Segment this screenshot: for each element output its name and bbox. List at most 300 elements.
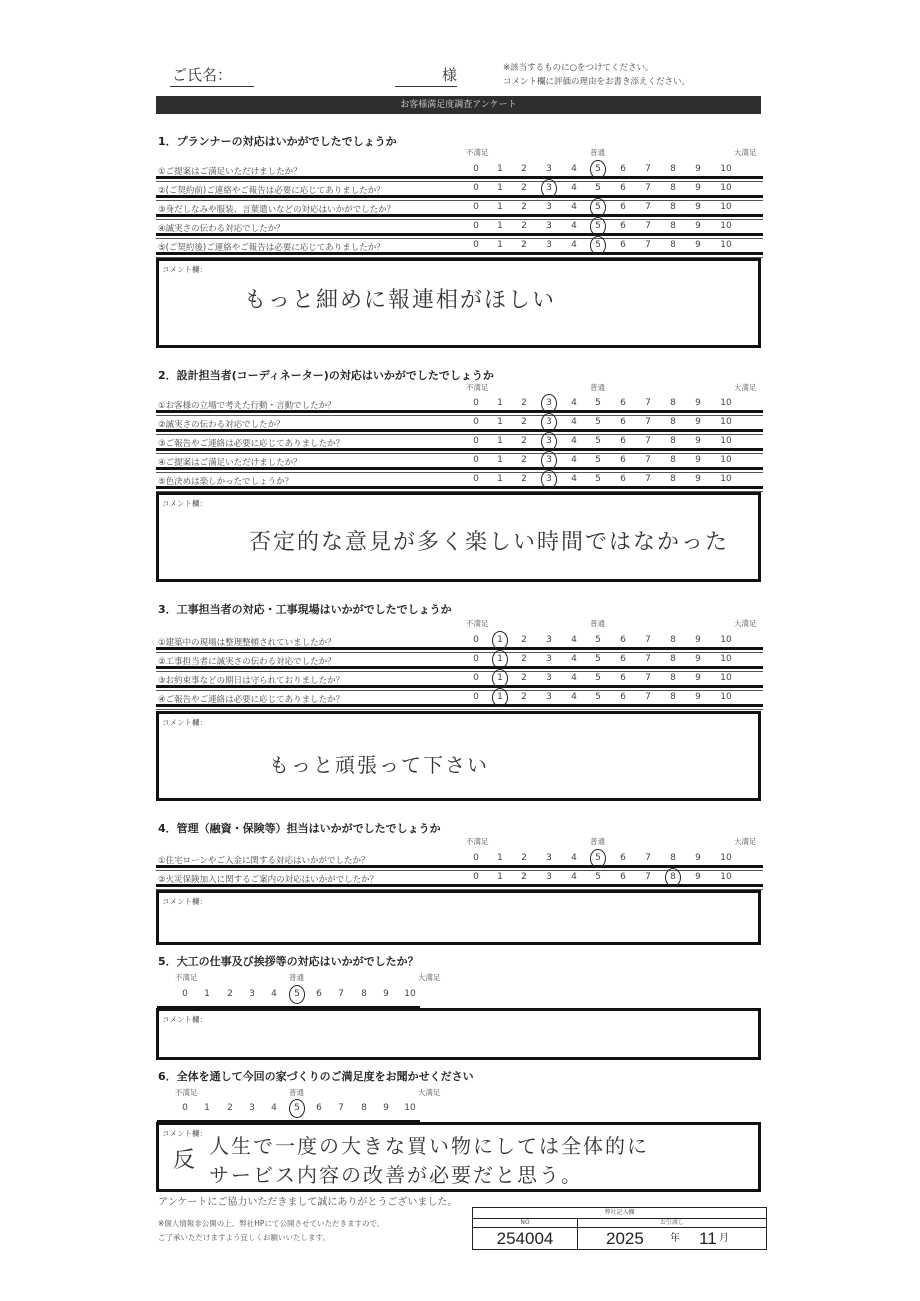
no-label: NO: [473, 1218, 578, 1228]
rating-option-3[interactable]: 3: [546, 202, 552, 212]
selected-rating-circle: [541, 432, 557, 451]
comment-label: コメント欄：: [162, 1129, 207, 1138]
rating-option-2[interactable]: 2: [521, 164, 527, 174]
customer-number: 254004: [496, 1229, 554, 1248]
question-text: ⑤(ご契約後)ご連絡やご報告は必要に応じてありましたか？: [158, 243, 385, 253]
rating-option-0[interactable]: 0: [473, 183, 479, 193]
comment-box-5[interactable]: [156, 1008, 761, 1060]
rating-option-4[interactable]: 4: [571, 872, 577, 882]
rating-option-1[interactable]: 1: [497, 455, 503, 465]
rating-option-9[interactable]: 9: [695, 240, 701, 250]
rating-option-8[interactable]: 8: [670, 202, 676, 212]
rating-option-10[interactable]: 10: [720, 872, 732, 882]
rating-option-9[interactable]: 9: [383, 1103, 389, 1113]
question-row: [156, 395, 763, 413]
rating-option-8[interactable]: 8: [670, 436, 676, 446]
year-unit: 年: [670, 1233, 680, 1244]
question-text: ⑤色決めは楽しかったでしょうか？: [158, 477, 294, 487]
rating-option-7[interactable]: 7: [645, 398, 651, 408]
section-6-scale-label-mid: 普通: [289, 1088, 304, 1097]
rating-option-0[interactable]: 0: [473, 872, 479, 882]
section-5-scale-label-low: 不満足: [175, 973, 198, 982]
rating-option-5[interactable]: 5: [595, 240, 601, 250]
rating-option-6[interactable]: 6: [316, 989, 322, 999]
rating-option-3[interactable]: 3: [546, 654, 552, 664]
rating-option-9[interactable]: 9: [695, 853, 701, 863]
rating-option-0[interactable]: 0: [473, 654, 479, 664]
rating-option-3[interactable]: 3: [546, 692, 552, 702]
rating-option-2[interactable]: 2: [521, 183, 527, 193]
rating-option-5[interactable]: 5: [595, 673, 601, 683]
selected-rating-circle: [492, 669, 508, 688]
rating-option-4[interactable]: 4: [571, 853, 577, 863]
handwritten-comment: 否定的な意見が多く楽しい時間ではなかった: [249, 530, 730, 555]
question-text: ④ご報告やご連絡は必要に応じてありましたか？: [158, 695, 345, 705]
rating-option-7[interactable]: 7: [338, 989, 344, 999]
rating-option-9[interactable]: 9: [383, 989, 389, 999]
rating-option-0[interactable]: 0: [473, 417, 479, 427]
rating-option-1[interactable]: 1: [497, 398, 503, 408]
handover-label: お引渡し: [578, 1218, 766, 1228]
rating-option-2[interactable]: 2: [521, 436, 527, 446]
rating-option-4[interactable]: 4: [571, 164, 577, 174]
rating-option-9[interactable]: 9: [695, 202, 701, 212]
rating-option-9[interactable]: 9: [695, 635, 701, 645]
rating-option-4[interactable]: 4: [571, 183, 577, 193]
rating-option-1[interactable]: 1: [497, 872, 503, 882]
customer-name-field[interactable]: 様: [395, 64, 457, 87]
rating-option-1[interactable]: 1: [497, 240, 503, 250]
rating-option-5[interactable]: 5: [595, 398, 601, 408]
selected-rating-circle: [665, 868, 681, 887]
comment-box-3[interactable]: [156, 711, 761, 801]
rating-option-6[interactable]: 6: [620, 417, 626, 427]
rating-option-1[interactable]: 1: [497, 183, 503, 193]
section-5-title: 5．大工の仕事及び挨拶等の対応はいかがでしたか？: [158, 955, 419, 968]
rating-option-6[interactable]: 6: [620, 398, 626, 408]
rating-option-1[interactable]: 1: [497, 654, 503, 664]
rating-option-5[interactable]: 5: [595, 417, 601, 427]
rating-option-6[interactable]: 6: [620, 654, 626, 664]
rating-option-5[interactable]: 5: [595, 436, 601, 446]
section-2-scale-label-mid: 普通: [590, 383, 605, 392]
rating-option-3[interactable]: 3: [249, 1103, 255, 1113]
rating-option-5[interactable]: 5: [595, 183, 601, 193]
rating-option-10[interactable]: 10: [404, 1103, 416, 1113]
rating-option-10[interactable]: 10: [720, 635, 732, 645]
question-text: ③身だしなみや服装、言葉遣いなどの対応はいかがでしたか？: [158, 205, 396, 215]
selected-rating-circle: [289, 985, 305, 1004]
rating-option-10[interactable]: 10: [720, 474, 732, 484]
rating-option-3[interactable]: 3: [546, 221, 552, 231]
rating-option-7[interactable]: 7: [645, 202, 651, 212]
section-3-scale-label-high: 大満足: [734, 619, 757, 628]
rating-option-6[interactable]: 6: [620, 221, 626, 231]
question-row: [156, 433, 763, 451]
question-text: ④ご提案はご満足いただけましたか？: [158, 458, 302, 468]
rating-option-5[interactable]: 5: [595, 202, 601, 212]
rating-option-3[interactable]: 3: [249, 989, 255, 999]
rating-option-2[interactable]: 2: [521, 455, 527, 465]
selected-rating-circle: [541, 470, 557, 489]
rating-option-8[interactable]: 8: [670, 692, 676, 702]
question-text: ④誠実さの伝わる対応でしたか？: [158, 224, 285, 234]
section-1-scale-label-high: 大満足: [734, 148, 757, 157]
rating-option-10[interactable]: 10: [720, 164, 732, 174]
rating-option-5[interactable]: 5: [294, 1103, 300, 1113]
section-4-scale-label-mid: 普通: [590, 837, 605, 846]
rating-option-8[interactable]: 8: [670, 240, 676, 250]
rating-option-8[interactable]: 8: [361, 989, 367, 999]
customer-name-label: ご氏名：: [170, 64, 254, 87]
rating-option-4[interactable]: 4: [571, 455, 577, 465]
rating-option-3[interactable]: 3: [546, 436, 552, 446]
question-text: ①お客様の立場で考えた行動・言動でしたか？: [158, 401, 336, 411]
question-row: [156, 850, 763, 868]
rating-option-2[interactable]: 2: [521, 221, 527, 231]
rating-option-7[interactable]: 7: [645, 692, 651, 702]
rating-option-0[interactable]: 0: [473, 240, 479, 250]
rating-option-2[interactable]: 2: [521, 654, 527, 664]
question-text: ①建築中の現場は整理整頓されていましたか？: [158, 638, 336, 648]
rating-option-9[interactable]: 9: [695, 455, 701, 465]
rating-option-10[interactable]: 10: [720, 183, 732, 193]
rating-option-5[interactable]: 5: [595, 455, 601, 465]
question-row: [156, 218, 763, 236]
question-row: [156, 632, 763, 650]
section-4-title: 4．管理（融資・保険等）担当はいかがでしたでしょうか: [158, 822, 441, 835]
rating-option-9[interactable]: 9: [695, 164, 701, 174]
rating-option-8[interactable]: 8: [670, 654, 676, 664]
rating-option-9[interactable]: 9: [695, 183, 701, 193]
rating-option-0[interactable]: 0: [473, 673, 479, 683]
rating-option-4[interactable]: 4: [571, 221, 577, 231]
section-6-scale-label-high: 大満足: [418, 1088, 441, 1097]
rating-option-8[interactable]: 8: [670, 872, 676, 882]
question-row: [156, 670, 763, 688]
rating-option-4[interactable]: 4: [571, 417, 577, 427]
rating-option-3[interactable]: 3: [546, 164, 552, 174]
rating-option-6[interactable]: 6: [620, 673, 626, 683]
question-text: ②誠実さの伝わる対応でしたか？: [158, 420, 285, 430]
rating-option-9[interactable]: 9: [695, 872, 701, 882]
rating-option-3[interactable]: 3: [546, 635, 552, 645]
rating-option-0[interactable]: 0: [182, 989, 188, 999]
rating-option-2[interactable]: 2: [521, 240, 527, 250]
rating-option-8[interactable]: 8: [670, 398, 676, 408]
rating-option-8[interactable]: 8: [670, 635, 676, 645]
rating-option-3[interactable]: 3: [546, 853, 552, 863]
rating-option-2[interactable]: 2: [521, 474, 527, 484]
rating-option-0[interactable]: 0: [473, 398, 479, 408]
rating-option-2[interactable]: 2: [521, 853, 527, 863]
question-row: [156, 161, 763, 179]
rating-option-1[interactable]: 1: [497, 635, 503, 645]
section-1-title: 1．プランナーの対応はいかがでしたでしょうか: [158, 135, 397, 148]
month-unit: 月: [719, 1233, 729, 1244]
rating-option-10[interactable]: 10: [404, 989, 416, 999]
rating-option-5[interactable]: 5: [595, 654, 601, 664]
office-use-table: [472, 1207, 767, 1250]
rating-option-0[interactable]: 0: [473, 221, 479, 231]
rating-option-7[interactable]: 7: [645, 417, 651, 427]
rating-option-8[interactable]: 8: [670, 455, 676, 465]
rating-option-7[interactable]: 7: [645, 221, 651, 231]
rating-option-9[interactable]: 9: [695, 654, 701, 664]
selected-rating-circle: [590, 236, 606, 255]
rating-option-4[interactable]: 4: [271, 989, 277, 999]
rating-option-6[interactable]: 6: [620, 436, 626, 446]
section-1-scale-label-mid: 普通: [590, 148, 605, 157]
rating-option-8[interactable]: 8: [670, 164, 676, 174]
rating-option-5[interactable]: 5: [294, 989, 300, 999]
question-text: ②(ご契約前)ご連絡やご報告は必要に応じてありましたか？: [158, 186, 385, 196]
rating-option-4[interactable]: 4: [571, 240, 577, 250]
rating-option-6[interactable]: 6: [620, 202, 626, 212]
rating-option-4[interactable]: 4: [571, 398, 577, 408]
rating-option-7[interactable]: 7: [645, 673, 651, 683]
section-2-title: 2．設計担当者(コーディネーター)の対応はいかがでしたでしょうか: [158, 369, 494, 382]
rating-option-6[interactable]: 6: [620, 240, 626, 250]
rating-option-4[interactable]: 4: [571, 474, 577, 484]
rating-option-8[interactable]: 8: [670, 474, 676, 484]
question-text: ③ご報告やご連絡は必要に応じてありましたか？: [158, 439, 345, 449]
rating-option-1[interactable]: 1: [497, 474, 503, 484]
instruction-note-2: コメント欄に評価の理由をお書き添えください。: [503, 77, 691, 87]
rating-option-0[interactable]: 0: [473, 635, 479, 645]
rating-option-10[interactable]: 10: [720, 673, 732, 683]
rating-option-6[interactable]: 6: [620, 635, 626, 645]
section-2-scale-label-low: 不満足: [466, 383, 489, 392]
rating-option-3[interactable]: 3: [546, 455, 552, 465]
comment-label: コメント欄：: [162, 265, 207, 274]
rating-option-4[interactable]: 4: [271, 1103, 277, 1113]
rating-option-10[interactable]: 10: [720, 398, 732, 408]
rating-option-10[interactable]: 10: [720, 436, 732, 446]
selected-rating-circle: [590, 217, 606, 236]
rating-option-2[interactable]: 2: [521, 872, 527, 882]
privacy-note-2: ご了承いただけますよう宜しくお願いいたします。: [158, 1233, 330, 1242]
rating-option-2[interactable]: 2: [227, 989, 233, 999]
selected-rating-circle: [492, 650, 508, 669]
comment-box-4[interactable]: [156, 890, 761, 945]
rating-option-9[interactable]: 9: [695, 221, 701, 231]
comment-box-6[interactable]: [156, 1122, 761, 1192]
handwritten-comment-line-2: サービス内容の改善が必要だと思う。: [209, 1163, 583, 1187]
rating-option-1[interactable]: 1: [497, 673, 503, 683]
question-text: ①住宅ローンやご入金に関する対応はいかがでしたか？: [158, 856, 370, 866]
section-5-scale-label-mid: 普通: [289, 973, 304, 982]
section-6-scale-label-low: 不満足: [175, 1088, 198, 1097]
question-text: ③お約束事などの期日は守られておりましたか？: [158, 676, 345, 686]
question-row: [156, 651, 763, 669]
handover-year: 2025: [606, 1229, 644, 1248]
section-1-scale-label-low: 不満足: [466, 148, 489, 157]
rating-option-1[interactable]: 1: [204, 989, 210, 999]
rating-option-7[interactable]: 7: [645, 436, 651, 446]
rating-option-4[interactable]: 4: [571, 635, 577, 645]
rating-option-7[interactable]: 7: [645, 853, 651, 863]
rating-option-6[interactable]: 6: [620, 872, 626, 882]
question-row: [156, 452, 763, 470]
rating-option-7[interactable]: 7: [645, 164, 651, 174]
comment-box-1[interactable]: [156, 258, 761, 348]
section-3-title: 3．工事担当者の対応・工事現場はいかがでしたでしょうか: [158, 603, 452, 616]
rating-option-0[interactable]: 0: [182, 1103, 188, 1113]
rating-option-5[interactable]: 5: [595, 872, 601, 882]
rating-option-0[interactable]: 0: [473, 436, 479, 446]
question-text: ②火災保険加入に関するご案内の対応はいかがでしたか？: [158, 875, 379, 885]
rating-row: [157, 1100, 420, 1123]
rating-option-4[interactable]: 4: [571, 673, 577, 683]
rating-option-9[interactable]: 9: [695, 673, 701, 683]
rating-option-6[interactable]: 6: [620, 853, 626, 863]
rating-option-8[interactable]: 8: [670, 853, 676, 863]
rating-option-0[interactable]: 0: [473, 455, 479, 465]
selected-rating-circle: [289, 1099, 305, 1118]
privacy-note-1: ※個人情報非公開の上、弊社HPにて公開させていただきますので、: [158, 1219, 385, 1228]
rating-option-8[interactable]: 8: [670, 221, 676, 231]
rating-option-4[interactable]: 4: [571, 436, 577, 446]
rating-option-10[interactable]: 10: [720, 654, 732, 664]
rating-option-8[interactable]: 8: [670, 673, 676, 683]
rating-option-1[interactable]: 1: [497, 853, 503, 863]
rating-option-7[interactable]: 7: [645, 474, 651, 484]
rating-option-0[interactable]: 0: [473, 202, 479, 212]
handwritten-comment: もっと頑張って下さい: [269, 753, 489, 777]
rating-option-10[interactable]: 10: [720, 692, 732, 702]
rating-option-5[interactable]: 5: [595, 474, 601, 484]
section-4-scale-label-low: 不満足: [466, 837, 489, 846]
question-row: [156, 471, 763, 489]
selected-rating-circle: [590, 198, 606, 217]
question-row: [156, 689, 763, 707]
rating-option-7[interactable]: 7: [645, 872, 651, 882]
rating-option-10[interactable]: 10: [720, 853, 732, 863]
rating-option-10[interactable]: 10: [720, 455, 732, 465]
rating-option-10[interactable]: 10: [720, 240, 732, 250]
rating-option-8[interactable]: 8: [670, 183, 676, 193]
rating-option-5[interactable]: 5: [595, 692, 601, 702]
rating-option-7[interactable]: 7: [645, 455, 651, 465]
table-divider: [577, 1218, 578, 1249]
rating-option-1[interactable]: 1: [497, 202, 503, 212]
rating-option-3[interactable]: 3: [546, 240, 552, 250]
rating-option-2[interactable]: 2: [227, 1103, 233, 1113]
rating-option-5[interactable]: 5: [595, 635, 601, 645]
rating-option-10[interactable]: 10: [720, 202, 732, 212]
question-text: ②工事担当者に誠実さの伝わる対応でしたか？: [158, 657, 336, 667]
section-3-scale-label-low: 不満足: [466, 619, 489, 628]
rating-row: [157, 986, 420, 1009]
rating-option-8[interactable]: 8: [670, 417, 676, 427]
rating-option-4[interactable]: 4: [571, 202, 577, 212]
rating-option-0[interactable]: 0: [473, 474, 479, 484]
rating-option-3[interactable]: 3: [546, 474, 552, 484]
rating-option-5[interactable]: 5: [595, 853, 601, 863]
rating-option-2[interactable]: 2: [521, 692, 527, 702]
section-4-scale-label-high: 大満足: [734, 837, 757, 846]
rating-option-0[interactable]: 0: [473, 853, 479, 863]
rating-option-3[interactable]: 3: [546, 398, 552, 408]
rating-option-2[interactable]: 2: [521, 673, 527, 683]
selected-rating-circle: [541, 179, 557, 198]
rating-option-4[interactable]: 4: [571, 654, 577, 664]
rating-option-0[interactable]: 0: [473, 164, 479, 174]
rating-option-1[interactable]: 1: [204, 1103, 210, 1113]
rating-option-6[interactable]: 6: [620, 474, 626, 484]
rating-option-7[interactable]: 7: [645, 183, 651, 193]
handover-month: 11: [699, 1229, 717, 1248]
handwritten-comment: もっと細めに報連相がほしい: [244, 288, 557, 313]
rating-option-6[interactable]: 6: [620, 164, 626, 174]
rating-option-9[interactable]: 9: [695, 474, 701, 484]
section-6-title: 6．全体を通して今回の家づくりのご満足度をお聞かせください: [158, 1070, 474, 1083]
selected-rating-circle: [541, 394, 557, 413]
survey-title-bar: お客様満足度調査アンケート: [156, 96, 761, 114]
comment-label: コメント欄：: [162, 1015, 207, 1024]
selected-rating-circle: [590, 160, 606, 179]
rating-option-7[interactable]: 7: [645, 654, 651, 664]
rating-option-1[interactable]: 1: [497, 417, 503, 427]
rating-option-9[interactable]: 9: [695, 417, 701, 427]
rating-option-1[interactable]: 1: [497, 164, 503, 174]
rating-option-10[interactable]: 10: [720, 417, 732, 427]
selected-rating-circle: [590, 849, 606, 868]
rating-option-6[interactable]: 6: [316, 1103, 322, 1113]
rating-option-7[interactable]: 7: [338, 1103, 344, 1113]
rating-option-6[interactable]: 6: [620, 692, 626, 702]
crossed-out-mark: 反: [173, 1148, 198, 1173]
rating-option-2[interactable]: 2: [521, 635, 527, 645]
section-2-scale-label-high: 大満足: [734, 383, 757, 392]
rating-option-2[interactable]: 2: [521, 398, 527, 408]
rating-option-3[interactable]: 3: [546, 183, 552, 193]
rating-option-3[interactable]: 3: [546, 417, 552, 427]
rating-option-8[interactable]: 8: [361, 1103, 367, 1113]
rating-option-3[interactable]: 3: [546, 673, 552, 683]
rating-option-1[interactable]: 1: [497, 692, 503, 702]
question-row: [156, 199, 763, 217]
rating-option-5[interactable]: 5: [595, 221, 601, 231]
selected-rating-circle: [541, 413, 557, 432]
rating-option-7[interactable]: 7: [645, 635, 651, 645]
handwritten-comment-line-1: 人生で一度の大きな買い物にしては全体的に: [209, 1134, 649, 1158]
rating-option-0[interactable]: 0: [473, 692, 479, 702]
rating-option-9[interactable]: 9: [695, 436, 701, 446]
instruction-note-1: ※該当するものに○をつけてください。: [503, 63, 654, 73]
rating-option-5[interactable]: 5: [595, 164, 601, 174]
rating-option-2[interactable]: 2: [521, 202, 527, 212]
comment-box-2[interactable]: [156, 492, 761, 582]
rating-option-4[interactable]: 4: [571, 692, 577, 702]
rating-option-6[interactable]: 6: [620, 455, 626, 465]
rating-option-7[interactable]: 7: [645, 240, 651, 250]
question-row: [156, 180, 763, 198]
rating-option-6[interactable]: 6: [620, 183, 626, 193]
section-3-scale-label-mid: 普通: [590, 619, 605, 628]
rating-option-10[interactable]: 10: [720, 221, 732, 231]
office-use-title: 弊社記入欄: [473, 1208, 766, 1219]
question-row: [156, 414, 763, 432]
rating-option-1[interactable]: 1: [497, 436, 503, 446]
rating-option-9[interactable]: 9: [695, 692, 701, 702]
rating-option-3[interactable]: 3: [546, 872, 552, 882]
rating-option-2[interactable]: 2: [521, 417, 527, 427]
question-row: [156, 237, 763, 255]
rating-option-9[interactable]: 9: [695, 398, 701, 408]
rating-option-1[interactable]: 1: [497, 221, 503, 231]
